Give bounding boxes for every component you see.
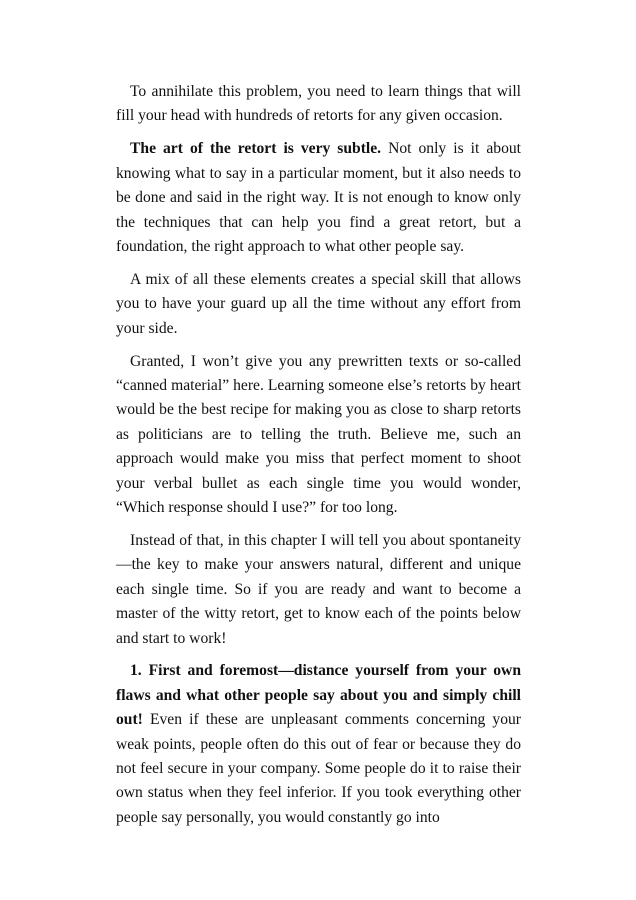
paragraph-point-one bbox=[116, 659, 521, 830]
paragraph-granted-text: Granted, I won’t give you any prewritten texts or so-called “canned material” here. Learning someone else’s retorts by heart would be the best recipe for making you as close to sharp retorts as politicians are to telling the truth. Believe me, such an approach would make you miss that perfect moment to shoot your verbal bullet as each single time you would wonder, “Which response should I use?” for too long. bbox=[116, 352, 521, 516]
paragraph-granted bbox=[116, 350, 521, 521]
paragraph-art-of-retort-text: Not only is it about knowing what to say in a particular moment, but it also needs to be done and said in the right way. It is not enough to know only the techniques that can help you find a great retort, but a foundation, the right approach to what other people say. bbox=[116, 140, 521, 255]
paragraph-mix-of-elements-text: A mix of all these elements creates a special skill that allows you to have your guard up all the time without any effort from your side. bbox=[116, 270, 521, 337]
book-page bbox=[116, 80, 521, 839]
paragraph-intro-text: To annihilate this problem, you need to learn things that will fill your head with hundreds of retorts for any given occasion. bbox=[116, 83, 521, 125]
paragraph-point-one-text: Even if these are unpleasant comments concerning your weak points, people often do this out of fear or because they do not feel secure in your company. Some people do it to raise their own status when they feel inferior. If you took everything other people say personally, you would constantly go into bbox=[116, 711, 521, 826]
paragraph-art-of-retort bbox=[116, 137, 521, 259]
paragraph-spontaneity-text: Instead of that, in this chapter I will tell you about spontaneity—the key to make your answers natural, different and unique each single time. So if you are ready and want to become a master of the witty retort, get to know each of the points below and start to work! bbox=[116, 531, 521, 647]
paragraph-intro bbox=[116, 80, 521, 129]
paragraph-spontaneity bbox=[116, 529, 521, 651]
paragraph-mix-of-elements bbox=[116, 268, 521, 341]
paragraph-art-of-retort-bold: The art of the retort is very subtle. bbox=[130, 140, 382, 158]
paragraph-point-one-bold: 1. First and foremost—distance yourself from your own flaws and what other people say about you and simply chill out! bbox=[116, 662, 521, 729]
